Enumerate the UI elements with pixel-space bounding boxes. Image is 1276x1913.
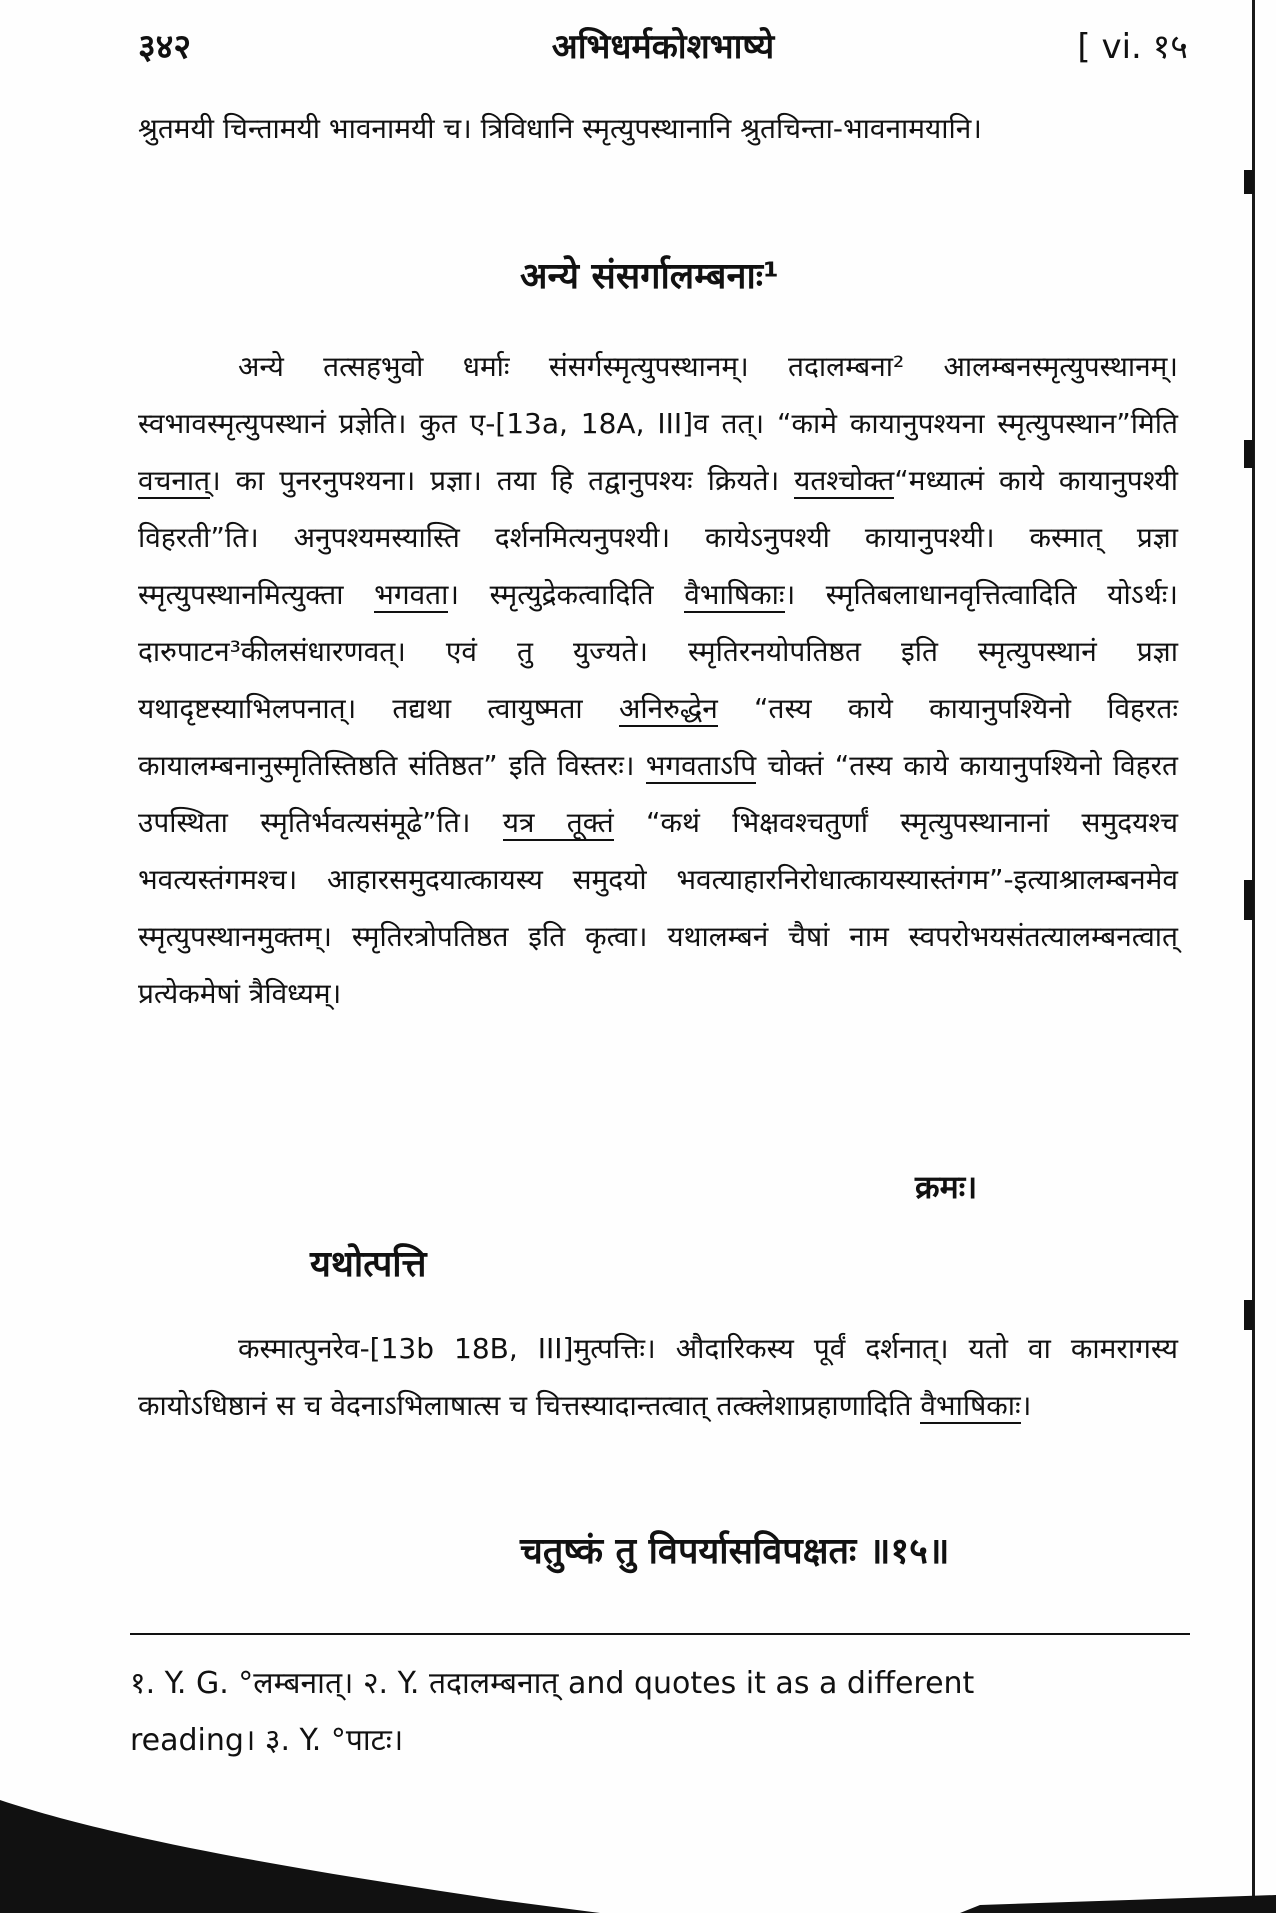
edge-artifact [1244,880,1254,920]
underlined-term: भगवता [374,578,449,611]
paragraph-1: श्रुतमयी चिन्तामयी भावनामयी च। त्रिविधानि स्मृत्युपस्थानानि श्रुतचिन्ता-भावनामयानि। [138,112,982,145]
edge-artifact [1244,1300,1254,1330]
underlined-term: वैभाषिकाः [684,578,785,611]
underlined-term: वैभाषिकाः [920,1389,1021,1422]
edge-artifact [1244,440,1254,468]
edge-artifact [1244,170,1254,194]
paragraph-2: अन्ये तत्सहभुवो धर्माः संसर्गस्मृत्युपस्थानम्। तदालम्बना² आलम्बनस्मृत्युपस्थानम्। स्वभावस्मृत्युपस्थानं प्रज्ञेति। कुत ए-[13a, 18A, III]व तत्। “कामे कायानुपश्यना स्मृत्युपस्थान”मिति वचनात्। का पुनरनुपश्यना। प्रज्ञा। तया हि तद्वानुपश्यः क्रियते। यतश्चोक्त“मध्यात्मं काये कायानुपश्यी विहरती”ति। अनुपश्यमस्यास्ति दर्शनमित्यनुपश्यी। कायेऽनुपश्यी कायानुपश्यी। कस्मात् प्रज्ञा स्मृत्युपस्थानमित्युक्ता भगवता। स्मृत्युद्रेकत्वादिति वैभाषिकाः। स्मृतिबलाधानवृत्तित्वादिति योऽर्थः। दारुपाटन³कीलसंधारणवत्। एवं तु युज्यते। स्मृतिरनयोपतिष्ठत इति स्मृत्युपस्थानं प्रज्ञा यथादृष्टस्याभिलपनात्। तद्यथा त्वायुष्मता अनिरुद्धेन “तस्य काये कायानुपश्यिनो विहरतः कायालम्बनानुस्मृतिस्तिष्ठति संतिष्ठत” इति विस्तरः। भगवताऽपि चोक्तं “तस्य काये कायानुपश्यिनो विहरत उपस्थिता स्मृतिर्भवत्यसंमूढे”ति। यत्र तूक्तं “कथं भिक्षवश्चतुर्णां स्मृत्युपस्थानानां समुदयश्च भवत्यस्तंगमश्च। आहारसमुदयात्कायस्य समुदयो भवत्याहारनिरोधात्कायस्यास्तंगम”-इत्याश्रालम्बनमेव स्मृत्युपस्थानमुक्तम्। स्मृतिरत्रोपतिष्ठत इति कृत्वा। यथालम्बनं चैषां नाम स्वपरोभयसंतत्यालम्बनत्वात् प्रत्येकमेषां त्रैविध्यम्। [138,350,1178,1010]
footnote-divider [130,1633,1190,1635]
underlined-term: यत्र तूक्तं [502,806,614,839]
section-reference: [ vi. १५ [1077,27,1188,67]
page-number: ३४२ [138,27,192,67]
underlined-term: यतश्चोक्त [794,464,895,497]
footnotes [130,1655,1190,1769]
verse-heading-1: अन्ये संसर्गालम्बनाः¹ [520,256,779,297]
running-title: अभिधर्मकोशभाष्ये [551,27,775,67]
footnote-line: १. Y. G. °लम्बनात्। २. Y. तदालम्बनात् and quotes it as a different [130,1666,975,1701]
underlined-term: अनिरुद्धेन [618,692,718,725]
page-header [138,22,1188,72]
footnote-line: reading। ३. Y. °पाटः। [130,1723,404,1758]
underlined-term: वचनात् [138,464,211,497]
page-edge [1252,0,1255,1913]
krama-label: क्रमः। [915,1168,978,1206]
underlined-term: भगवताऽपि [645,749,757,782]
paragraph-3: कस्मात्पुनरेव-[13b 18B, III]मुत्पत्तिः। औदारिकस्य पूर्वं दर्शनात्। यतो वा कामरागस्य कायोऽधिष्ठानं स च वेदनाऽभिलाषात्स च चित्तस्यादान्तत्वात् तत्क्लेशाप्रहाणादिति वैभाषिकाः। [138,1332,1178,1422]
verse-line: चतुष्कं तु विपर्यासविपक्षतः ॥१५॥ [520,1531,950,1572]
verse-heading-2: यथोत्पत्ति [310,1244,427,1285]
scan-shadow [0,1800,1276,1913]
